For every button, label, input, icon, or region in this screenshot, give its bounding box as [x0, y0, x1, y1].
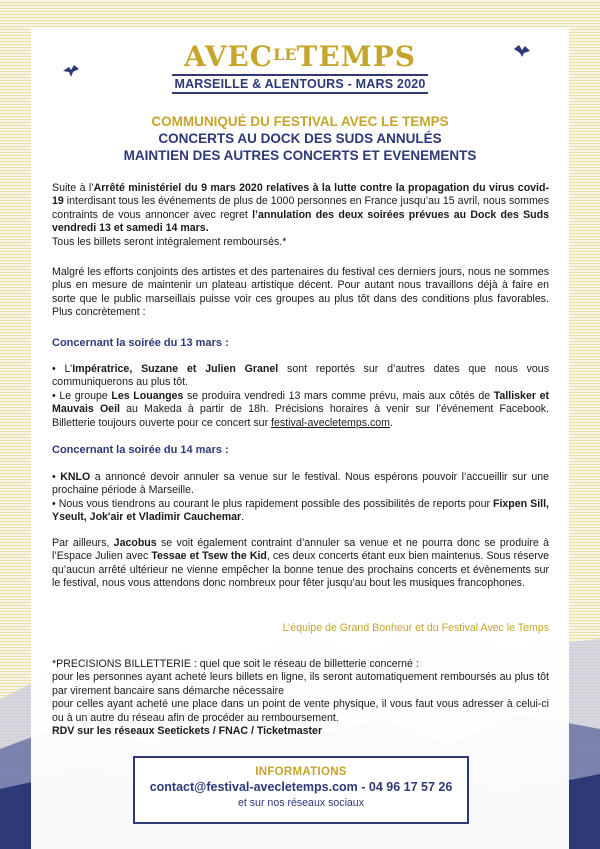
efforts-text: Malgré les efforts conjoints des artistes et des partenaires du festival ces derniers jours, nous ne sommes plus en mesure de maintenir un plateau artistique décent. Pour autant nous travaillons déjà à faire en sorte que le public marseillais puisse voir ces groupes au plus tôt dans des conditions plus favorables. Plus concrètement : [52, 266, 549, 319]
s14-bullet-1-artist: KNLO [60, 471, 91, 483]
info-box [133, 756, 469, 824]
s13-bullet-2-end: . [389, 416, 393, 429]
s13-bullet-1-artists: Impératrice, Suzane et Julien Granel [72, 363, 279, 375]
signoff: L’équipe de Grand Bonheur et du Festival Avec le Temps [282, 622, 549, 634]
s13-bullet-2-mid: se produira vendredi 13 mars comme prévu, mais aux côtés de [183, 389, 494, 402]
section-13-heading-text: Concernant la soirée du 13 mars : [52, 337, 229, 349]
billetterie-online: pour les personnes ayant acheté leurs billets en ligne, ils seront automatiquement remboursés au plus tôt par virement bancaire sans démarche nécessaire [52, 671, 549, 697]
s13-bullet-2-guests: Tallisker et Mauvais Oeil [52, 389, 550, 416]
info-contact[interactable]: contact@festival-avecletemps.com - 04 96 17 57 26 [149, 780, 453, 794]
section-13-content [52, 363, 549, 430]
intro-paragraph [52, 182, 549, 249]
section-14-heading [52, 444, 549, 457]
billetterie-networks: RDV sur les réseaux Seetickets / FNAC / Ticketmaster [52, 725, 323, 738]
festival-subtitle: MARSEILLE & ALENTOURS - MARS 2020 [172, 74, 427, 94]
s13-bullet-1-pre: • L’ [52, 363, 73, 375]
s13-bullet-2-band: Les Louanges [111, 389, 184, 402]
billetterie-section [52, 658, 549, 738]
festival-website-link[interactable]: festival-avecletemps.com [271, 416, 390, 429]
s13-bullet-2-rest: au Makeda à partir de 18h. Précisions horaires à venir sur l’événement Facebook. Billetterie toujours ouverte pour ce concert sur [52, 403, 549, 429]
s14-bullet-2-artists: Fixpen Sill, Yseult, Jok'air et Vladimir Cauchemar [52, 497, 549, 524]
section-14-heading-text: Concernant la soirée du 14 mars : [52, 444, 229, 456]
closing-text-1: Par ailleurs, [52, 537, 114, 549]
s14-bullet-1-rest: a annoncé devoir annuler sa venue sur le festival. Nous espérons pouvoir l’accueillir sur une prochaine période à Marseille. [52, 471, 549, 497]
festival-logo [0, 40, 600, 94]
headline-line-1: COMMUNIQUÉ DU FESTIVAL AVEC LE TEMPS [151, 114, 449, 129]
info-title: INFORMATIONS [255, 766, 347, 778]
festival-logo-title [0, 40, 600, 72]
s13-bullet-1-rest: sont reportés sur d’autres dates que nous vous communiquerons au plus tôt. [52, 363, 549, 389]
closing-paragraph [52, 537, 549, 591]
section-13-heading [52, 337, 549, 350]
logo-word-temps: TEMPS [296, 40, 416, 73]
s13-bullet-2-pre: • Le groupe [52, 389, 112, 402]
logo-word-avec: AVEC [184, 40, 274, 73]
closing-bold-2: Tessae et Tsew the Kid [151, 550, 267, 563]
s14-bullet-1-pre: • [52, 471, 61, 483]
headline-line-2: CONCERTS AU DOCK DES SUDS ANNULÉS [158, 131, 442, 146]
info-social: et sur nos réseaux sociaux [237, 797, 364, 809]
s14-bullet-2-end: . [241, 511, 245, 524]
billetterie-physical: pour celles ayant acheté une place dans un point de vente physique, il vous faut vous adresser à celui-ci ou à un autre du réseau afin de procéder au remboursement. [52, 698, 549, 724]
intro-bold-2: l’annulation des deux soirées prévues au Dock des Suds vendredi 13 et samedi 14 mars. [52, 208, 549, 235]
headline-line-3: MAINTIEN DES AUTRES CONCERTS ET EVENEMENTS [123, 148, 477, 163]
section-14-content [52, 471, 549, 525]
refund-note: Tous les billets seront intégralement remboursés.* [52, 235, 287, 248]
s14-bullet-2-text: • Nous vous tiendrons au courant le plus rapidement possible des possibilités de reports pour [52, 497, 493, 510]
intro-text-2: interdisant tous les événements de plus de 1000 personnes en France jusqu’au 15 avril, nous sommes contraints de vous annoncer avec regret [52, 195, 549, 221]
efforts-paragraph [52, 266, 549, 320]
closing-text-2: se voit également contraint d’annuler sa venue et ne pourra donc se produire à l’Espace Julien avec [52, 537, 549, 563]
intro-text-1: Suite à l’ [52, 182, 94, 194]
closing-text-3: , ces deux concerts étant eux bien maintenus. Sous réserve qu’aucun arrêté ultérieur ne vienne empêcher la bonne tenue des prochains concerts et évènements sur le festival, nous vous attendons donc nombreux pour fêter jusqu’au bout les musiques francophones. [52, 550, 550, 590]
closing-bold-1: Jacobus [113, 537, 157, 549]
intro-bold-1: Arrêté ministériel du 9 mars 2020 relatives à la lutte contre la propagation du virus covid-19 [52, 182, 550, 208]
headline [0, 113, 600, 164]
billetterie-heading: *PRECISIONS BILLETTERIE : quel que soit le réseau de billetterie concerné : [52, 658, 419, 670]
logo-word-le: LE [273, 45, 297, 64]
